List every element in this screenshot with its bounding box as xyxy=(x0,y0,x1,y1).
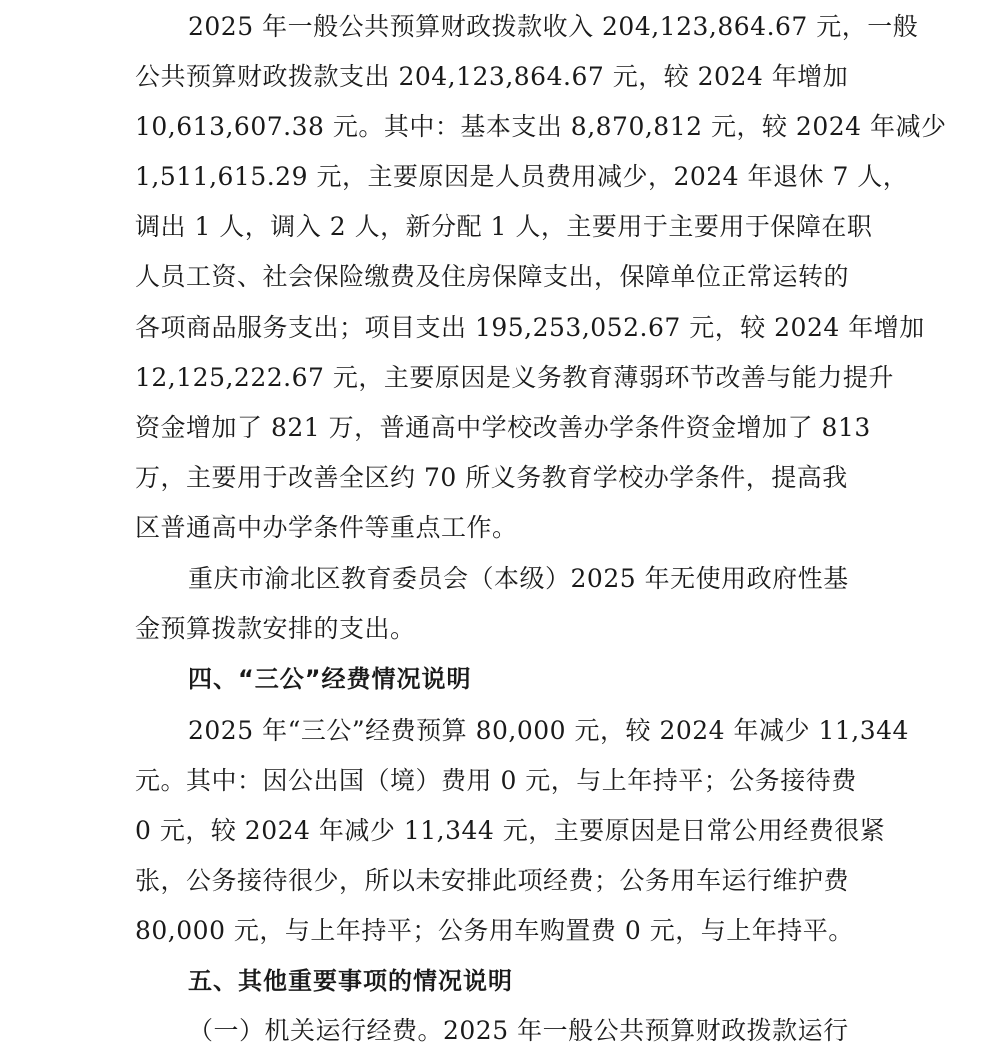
paragraph-budget-line-9: 资金增加了 821 万，普通高中学校改善办学条件资金增加了 813 xyxy=(135,413,871,442)
paragraph-budget-line-8: 12,125,222.67 元，主要原因是义务教育薄弱环节改善与能力提升 xyxy=(135,363,894,392)
paragraph-budget-line-2: 公共预算财政拨款支出 204,123,864.67 元，较 2024 年增加 xyxy=(135,62,849,91)
paragraph-three-public-line-3: 0 元，较 2024 年减少 11,344 元，主要原因是日常公用经费很紧 xyxy=(135,816,886,845)
paragraph-budget-line-11: 区普通高中办学条件等重点工作。 xyxy=(135,513,518,542)
paragraph-budget-line-7: 各项商品服务支出；项目支出 195,253,052.67 元，较 2024 年增加 xyxy=(135,313,925,342)
paragraph-fund-line-1: 重庆市渝北区教育委员会（本级）2025 年无使用政府性基 xyxy=(188,564,849,593)
paragraph-three-public-line-5: 80,000 元，与上年持平；公务用车购置费 0 元，与上年持平。 xyxy=(135,916,854,945)
paragraph-budget-line-10: 万，主要用于改善全区约 70 所义务教育学校办学条件，提高我 xyxy=(135,463,848,492)
paragraph-budget-line-3: 10,613,607.38 元。其中：基本支出 8,870,812 元，较 2024 年减少 xyxy=(135,112,947,141)
paragraph-budget-line-4: 1,511,615.29 元，主要原因是人员费用减少，2024 年退休 7 人， xyxy=(135,162,909,191)
paragraph-fund-line-2: 金预算拨款安排的支出。 xyxy=(135,614,416,643)
section-heading-three-public: 四、“三公”经费情况说明 xyxy=(188,665,472,693)
paragraph-budget-line-5: 调出 1 人，调入 2 人，新分配 1 人，主要用于主要用于保障在职 xyxy=(135,212,873,241)
paragraph-budget-line-6: 人员工资、社会保险缴费及住房保障支出，保障单位正常运转的 xyxy=(135,262,850,291)
paragraph-three-public-line-4: 张，公务接待很少，所以未安排此项经费；公务用车运行维护费 xyxy=(135,866,850,895)
paragraph-operating-costs-line-1: （一）机关运行经费。2025 年一般公共预算财政拨款运行 xyxy=(188,1016,849,1045)
section-heading-other-matters: 五、其他重要事项的情况说明 xyxy=(188,967,513,995)
paragraph-budget-line-1: 2025 年一般公共预算财政拨款收入 204,123,864.67 元，一般 xyxy=(188,12,919,41)
paragraph-three-public-line-1: 2025 年“三公”经费预算 80,000 元，较 2024 年减少 11,344 xyxy=(188,716,909,745)
paragraph-three-public-line-2: 元。其中：因公出国（境）费用 0 元，与上年持平；公务接待费 xyxy=(135,766,857,795)
